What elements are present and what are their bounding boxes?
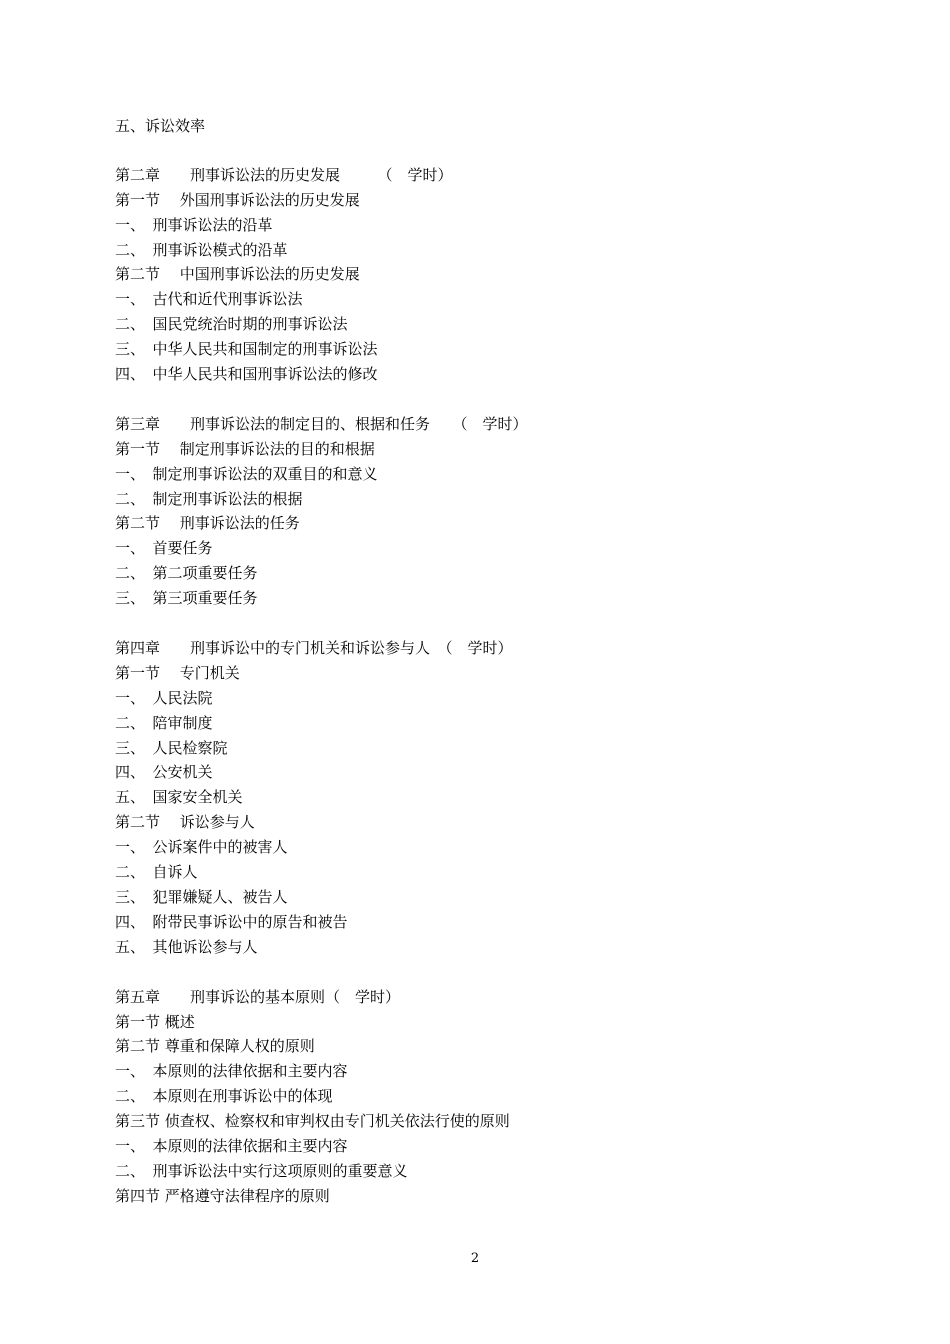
- section-heading: 第二节 刑事诉讼法的任务: [115, 514, 300, 532]
- outline-item: 三、 第三项重要任务: [115, 589, 258, 607]
- section-heading: 第二节 尊重和保障人权的原则: [115, 1037, 315, 1055]
- section-heading: 第四节 严格遵守法律程序的原则: [115, 1187, 330, 1205]
- outline-item: 五、 国家安全机关: [115, 788, 243, 806]
- section-heading: 第一节 概述: [115, 1013, 195, 1031]
- section-heading: 第二节 诉讼参与人: [115, 813, 255, 831]
- outline-item: 二、 陪审制度: [115, 714, 213, 732]
- outline-item: 三、 人民检察院: [115, 739, 228, 757]
- section-heading: 第三节 侦查权、检察权和审判权由专门机关依法行使的原则: [115, 1112, 510, 1130]
- chapter-heading: 第五章 刑事诉讼的基本原则（ 学时）: [115, 988, 401, 1006]
- section-heading: 第一节 外国刑事诉讼法的历史发展: [115, 191, 360, 209]
- outline-item: 一、 制定刑事诉讼法的双重目的和意义: [115, 465, 378, 483]
- section-heading: 第二节 中国刑事诉讼法的历史发展: [115, 265, 360, 283]
- outline-item: 五、诉讼效率: [115, 117, 206, 135]
- outline-item: 四、 公安机关: [115, 763, 213, 781]
- chapter-heading: 第三章 刑事诉讼法的制定目的、根据和任务 （ 学时）: [115, 415, 528, 433]
- outline-item: 一、 古代和近代刑事诉讼法: [115, 290, 303, 308]
- section-heading: 第一节 制定刑事诉讼法的目的和根据: [115, 440, 375, 458]
- outline-item: 三、 犯罪嫌疑人、被告人: [115, 888, 288, 906]
- page-number: 2: [470, 1251, 480, 1266]
- outline-item: 三、 中华人民共和国制定的刑事诉讼法: [115, 340, 378, 358]
- outline-item: 一、 首要任务: [115, 539, 213, 557]
- outline-item: 二、 制定刑事诉讼法的根据: [115, 490, 303, 508]
- outline-item: 一、 公诉案件中的被害人: [115, 838, 288, 856]
- outline-item: 一、 人民法院: [115, 689, 213, 707]
- outline-item: 一、 本原则的法律依据和主要内容: [115, 1137, 348, 1155]
- outline-item: 二、 刑事诉讼模式的沿革: [115, 241, 288, 259]
- outline-item: 二、 自诉人: [115, 863, 198, 881]
- chapter-heading: 第四章 刑事诉讼中的专门机关和诉讼参与人 （ 学时）: [115, 639, 513, 657]
- outline-item: 二、 刑事诉讼法中实行这项原则的重要意义: [115, 1162, 408, 1180]
- outline-item: 四、 中华人民共和国刑事诉讼法的修改: [115, 365, 378, 383]
- outline-item: 四、 附带民事诉讼中的原告和被告: [115, 913, 348, 931]
- outline-item: 二、 国民党统治时期的刑事诉讼法: [115, 315, 348, 333]
- section-heading: 第一节 专门机关: [115, 664, 240, 682]
- outline-item: 一、 本原则的法律依据和主要内容: [115, 1062, 348, 1080]
- outline-item: 一、 刑事诉讼法的沿革: [115, 216, 273, 234]
- chapter-heading: 第二章 刑事诉讼法的历史发展 （ 学时）: [115, 166, 453, 184]
- outline-item: 五、 其他诉讼参与人: [115, 938, 258, 956]
- outline-item: 二、 第二项重要任务: [115, 564, 258, 582]
- outline-item: 二、 本原则在刑事诉讼中的体现: [115, 1087, 333, 1105]
